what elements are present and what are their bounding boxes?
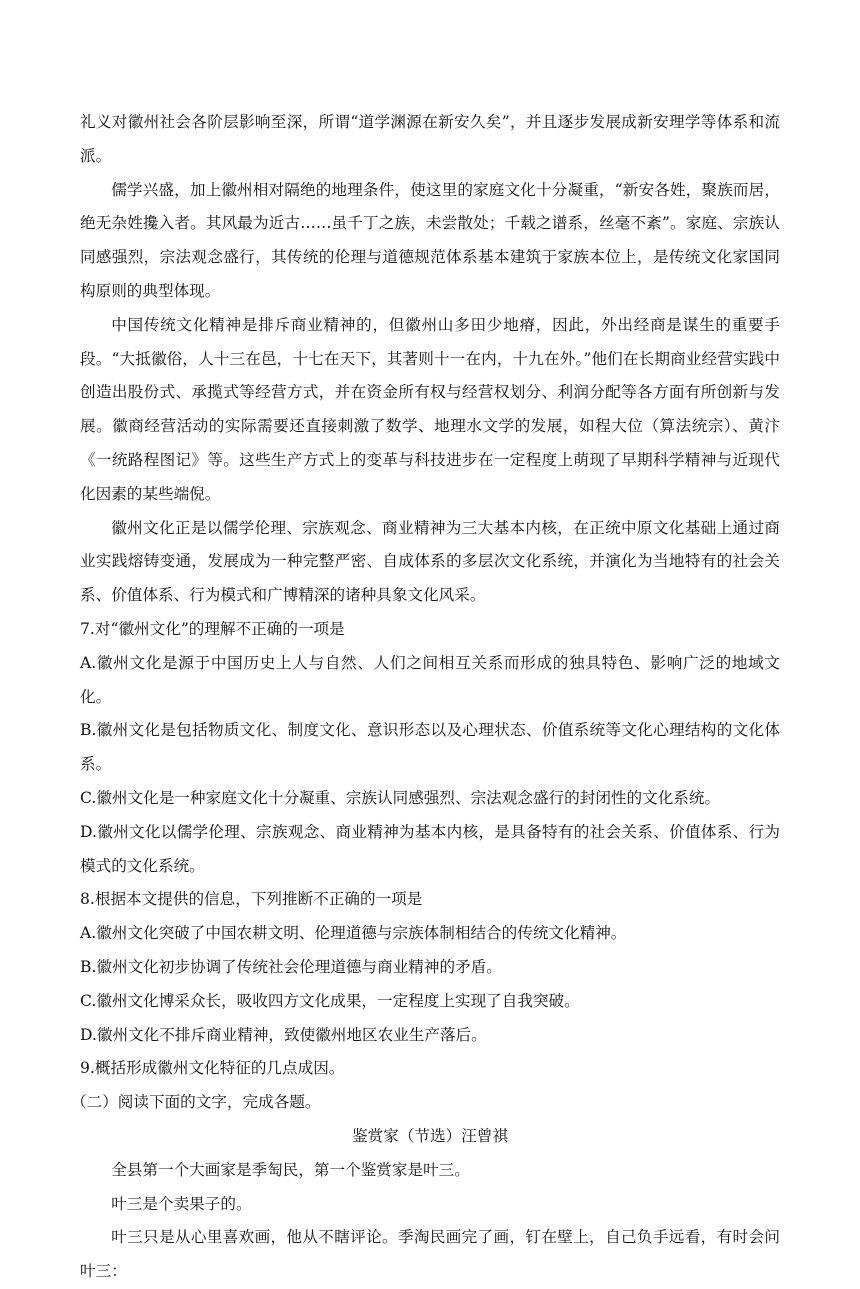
question-7-option-a: A.徽州文化是源于中国历史上人与自然、人们之间相互关系而形成的独具特色、影响广泛的地域文化。 <box>80 653 780 706</box>
question-8-option-b: B.徽州文化初步协调了传统社会伦理道德与商业精神的矛盾。 <box>80 957 502 976</box>
passage-paragraph-1: 全县第一个大画家是季匋民，第一个鉴赏家是叶三。 <box>111 1160 470 1179</box>
question-8-option-d: D.徽州文化不排斥商业精神，致使徽州地区农业生产落后。 <box>80 1025 487 1044</box>
question-7-option-c: C.徽州文化是一种家庭文化十分凝重、宗族认同感强烈、宗法观念盛行的封闭性的文化系统。 <box>80 788 721 807</box>
document-body <box>71 106 780 1289</box>
passage-paragraph-3: 叶三只是从心里喜欢画，他从不瞎评论。季淘民画完了画，钉在壁上，自己负手远看，有时会问叶三： <box>80 1228 780 1281</box>
passage-paragraph-2: 叶三是个卖果子的。 <box>111 1194 252 1213</box>
paragraph-4: 徽州文化正是以儒学伦理、宗族观念、商业精神为三大基本内核，在正统中原文化基础上通过商业实践熔铸变通，发展成为一种完整严密、自成体系的多层次文化系统，并演化为当地特有的社会关系、价值体系、行为模式和广博精深的诸种具象文化风采。 <box>80 518 780 605</box>
question-8-option-c: C.徽州文化博采众长，吸收四方文化成果，一定程度上实现了自我突破。 <box>80 991 580 1010</box>
section-2-label: （二）阅读下面的文字，完成各题。 <box>71 1093 321 1112</box>
question-7-stem: 7.对“徽州文化”的理解不正确的一项是 <box>80 619 345 638</box>
question-8-option-a: A.徽州文化突破了中国农耕文明、伦理道德与宗族体制相结合的传统文化精神。 <box>80 924 627 943</box>
paragraph-3: 中国传统文化精神是排斥商业精神的，但徽州山多田少地瘠，因此，外出经商是谋生的重要手段。“大抵徽俗，人十三在邑，十七在天下，其著则十一在内，十九在外。”他们在长期商业经营实践中创造出股份式、承揽式等经营方式，并在资金所有权与经营权划分、利润分配等各方面有所创新与发展。徽商经营活动的实际需要还直接刺激了数学、地理水文学的发展，如程大位（算法统宗）、黄汴《一统路程图记》等。这些生产方式上的变革与科技进步在一定程度上萌现了早期科学精神与近现代化因素的某些端倪。 <box>80 315 780 503</box>
passage-title: 鉴赏家（节选）汪曾祺 <box>352 1126 508 1145</box>
question-9-stem: 9.概括形成徽州文化特征的几点成因。 <box>80 1059 345 1078</box>
question-7-option-b: B.徽州文化是包括物质文化、制度文化、意识形态以及心理状态、价值系统等文化心理结构的文化体系。 <box>80 721 780 774</box>
question-7-option-d: D.徽州文化以儒学伦理、宗族观念、商业精神为基本内核，是具备特有的社会关系、价值体系、行为模式的文化系统。 <box>80 822 780 875</box>
question-8-stem: 8.根据本文提供的信息，下列推断不正确的一项是 <box>80 890 423 909</box>
paragraph-1: 礼义对徽州社会各阶层影响至深，所谓“道学渊源在新安久矣”，并且逐步发展成新安理学等体系和流派。 <box>80 113 780 165</box>
paragraph-2: 儒学兴盛，加上徽州相对隔绝的地理条件，使这里的家庭文化十分凝重，“新安各姓，聚族而居，绝无杂姓攙入者。其风最为近古……虽千丁之族，未尝散处；千载之谱系，丝毫不紊”。家庭、宗族认同感强烈，宗法观念盛行，其传统的伦理与道德规范体系基本建筑于家族本位上，是传统文化家国同构原则的典型体现。 <box>80 180 780 300</box>
